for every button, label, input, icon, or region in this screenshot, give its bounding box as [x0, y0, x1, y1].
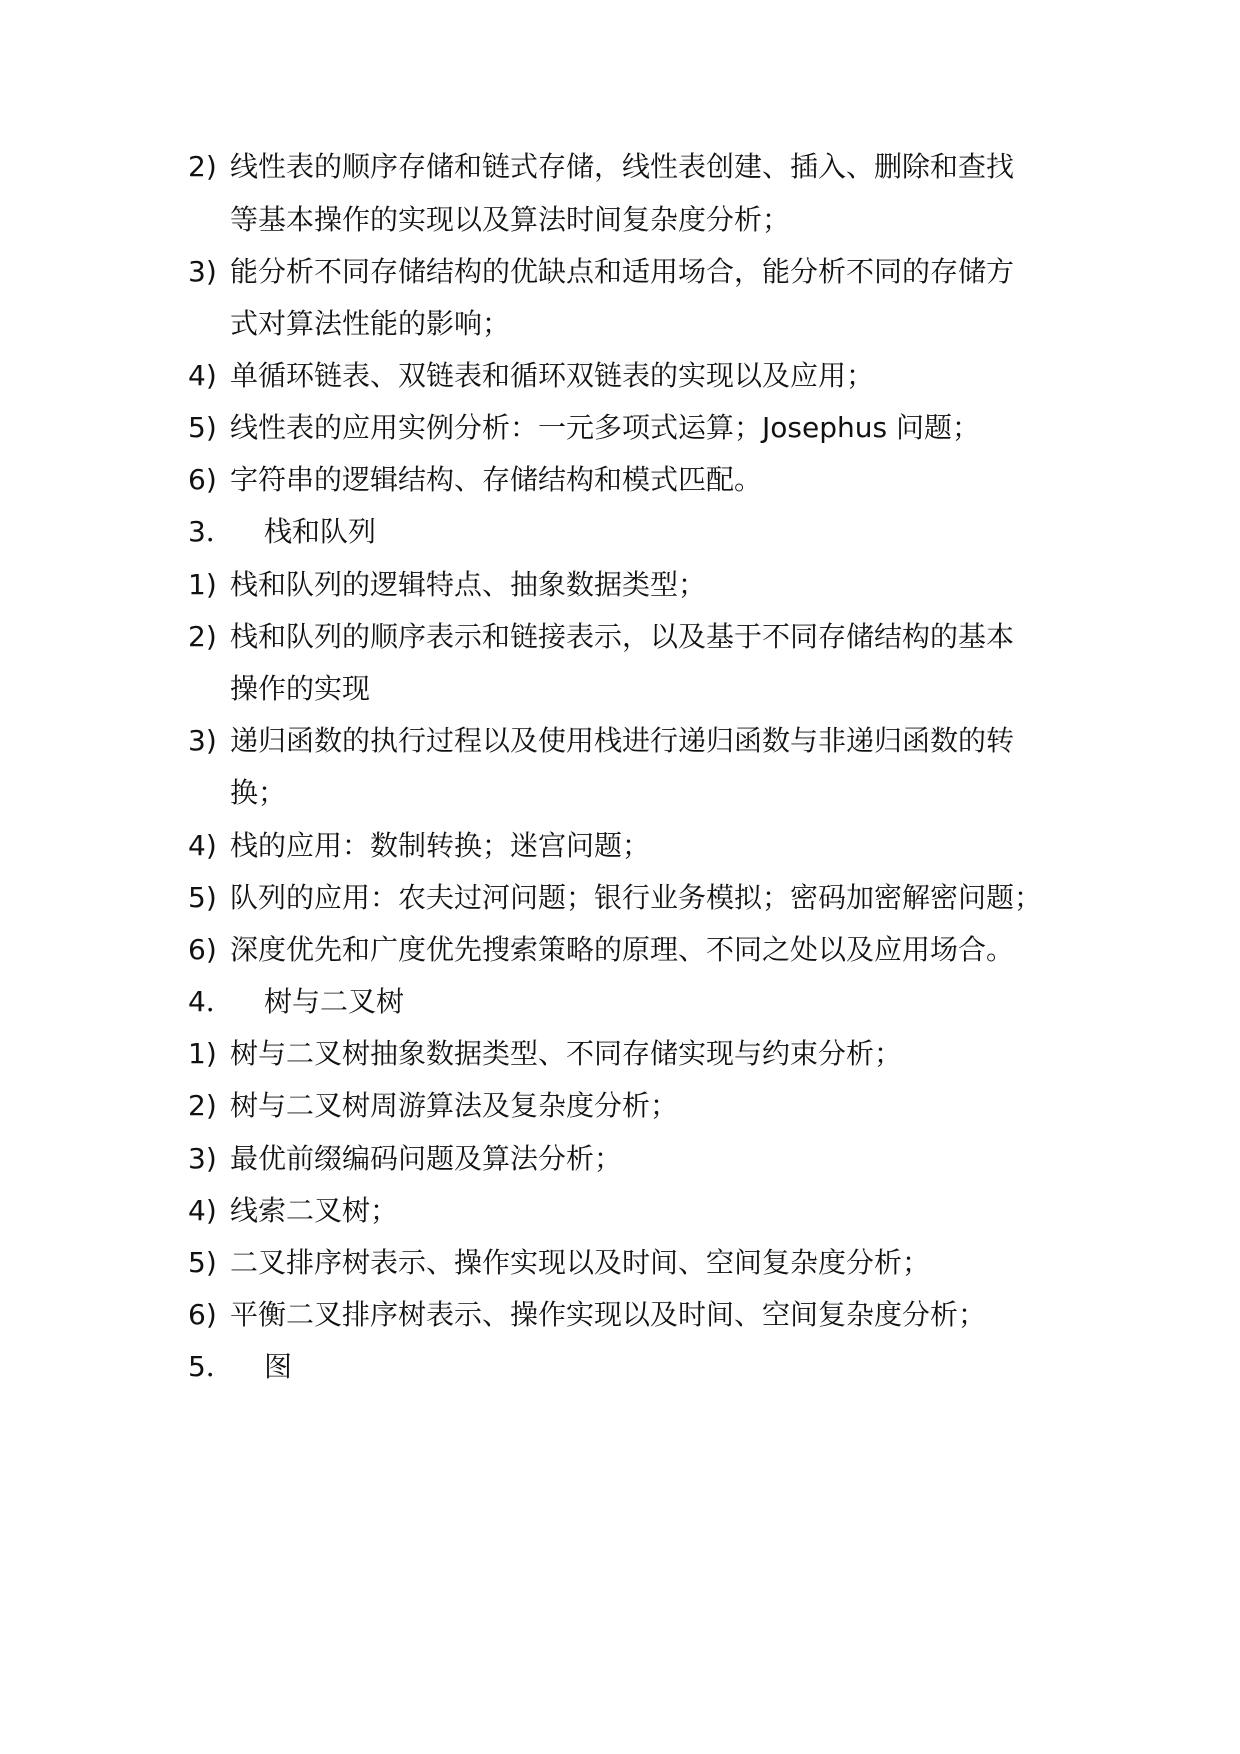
- item-number: 6): [188, 933, 217, 966]
- item-text: 平衡二叉排序树表示、操作实现以及时间、空间复杂度分析；: [230, 1298, 987, 1331]
- item-number: 6): [188, 1298, 217, 1331]
- item-number: 3): [188, 255, 217, 288]
- list-item-5: [188, 878, 1068, 918]
- list-item-1: [188, 565, 1068, 605]
- item-text: 栈和队列的顺序表示和链接表示，以及基于不同存储结构的基本: [230, 620, 1015, 653]
- item-number: 4): [188, 1194, 217, 1227]
- item-text: 树与二叉树抽象数据类型、不同存储实现与约束分析；: [230, 1037, 903, 1070]
- section-number: 5．: [188, 1350, 234, 1383]
- item-text: 最优前缀编码问题及算法分析；: [230, 1142, 623, 1175]
- list-item-6: [188, 1295, 1068, 1335]
- item-text: 等基本操作的实现以及算法时间复杂度分析；: [230, 203, 791, 236]
- list-item-3: [188, 1139, 1068, 1179]
- list-item-6: [188, 930, 1068, 970]
- item-number: 2): [188, 620, 217, 653]
- list-item-2-continued: [188, 200, 1068, 240]
- item-number: 4): [188, 359, 217, 392]
- item-text: 能分析不同存储结构的优缺点和适用场合，能分析不同的存储方: [230, 255, 1015, 288]
- section-number: 4．: [188, 985, 234, 1018]
- list-item-3: [188, 252, 1068, 292]
- list-item-4: [188, 1191, 1068, 1231]
- item-text: 线索二叉树；: [230, 1194, 399, 1227]
- item-number: 5): [188, 1246, 217, 1279]
- item-text: 递归函数的执行过程以及使用栈进行递归函数与非递归函数的转: [230, 724, 1015, 757]
- item-text: 式对算法性能的影响；: [230, 307, 511, 340]
- section-heading-5: [188, 1347, 1068, 1387]
- section-title: 树与二叉树: [264, 985, 405, 1018]
- list-item-4: [188, 826, 1068, 866]
- item-number: 3): [188, 724, 217, 757]
- list-item-5: [188, 408, 1068, 448]
- list-item-3: [188, 721, 1068, 761]
- section-title: 栈和队列: [264, 515, 377, 548]
- item-text: 单循环链表、双链表和循环双链表的实现以及应用；: [230, 359, 875, 392]
- item-number: 2): [188, 1089, 217, 1122]
- item-number: 1): [188, 1037, 217, 1070]
- item-text: 操作的实现: [230, 672, 371, 705]
- item-text: 字符串的逻辑结构、存储结构和模式匹配。: [230, 463, 763, 496]
- item-number: 2): [188, 150, 217, 183]
- list-item-2-continued: [188, 669, 1068, 709]
- list-item-2: [188, 617, 1068, 657]
- section-heading-4: [188, 982, 1068, 1022]
- section-number: 3．: [188, 515, 234, 548]
- list-item-1: [188, 1034, 1068, 1074]
- list-item-5: [188, 1243, 1068, 1283]
- item-text: 队列的应用：农夫过河问题；银行业务模拟；密码加密解密问题；: [230, 881, 1043, 914]
- item-number: 5): [188, 881, 217, 914]
- item-text: 换；: [230, 776, 287, 809]
- item-number: 1): [188, 568, 217, 601]
- item-text: 栈的应用：数制转换；迷宫问题；: [230, 829, 651, 862]
- list-item-3-continued: [188, 304, 1068, 344]
- item-text: 深度优先和广度优先搜索策略的原理、不同之处以及应用场合。: [230, 933, 1015, 966]
- item-text: 栈和队列的逻辑特点、抽象数据类型；: [230, 568, 707, 601]
- list-item-4: [188, 356, 1068, 396]
- list-item-2: [188, 1086, 1068, 1126]
- item-text: 二叉排序树表示、操作实现以及时间、空间复杂度分析；: [230, 1246, 931, 1279]
- list-item-2: [188, 147, 1068, 187]
- item-number: 3): [188, 1142, 217, 1175]
- item-text: 线性表的顺序存储和链式存储，线性表创建、插入、删除和查找: [230, 150, 1015, 183]
- item-number: 5): [188, 411, 217, 444]
- list-item-6: [188, 460, 1068, 500]
- item-text: 树与二叉树周游算法及复杂度分析；: [230, 1089, 679, 1122]
- item-text: 线性表的应用实例分析：一元多项式运算；Josephus 问题；: [230, 411, 980, 444]
- section-title: 图: [264, 1350, 293, 1383]
- list-item-3-continued: [188, 773, 1068, 813]
- item-number: 6): [188, 463, 217, 496]
- section-heading-3: [188, 512, 1068, 552]
- item-number: 4): [188, 829, 217, 862]
